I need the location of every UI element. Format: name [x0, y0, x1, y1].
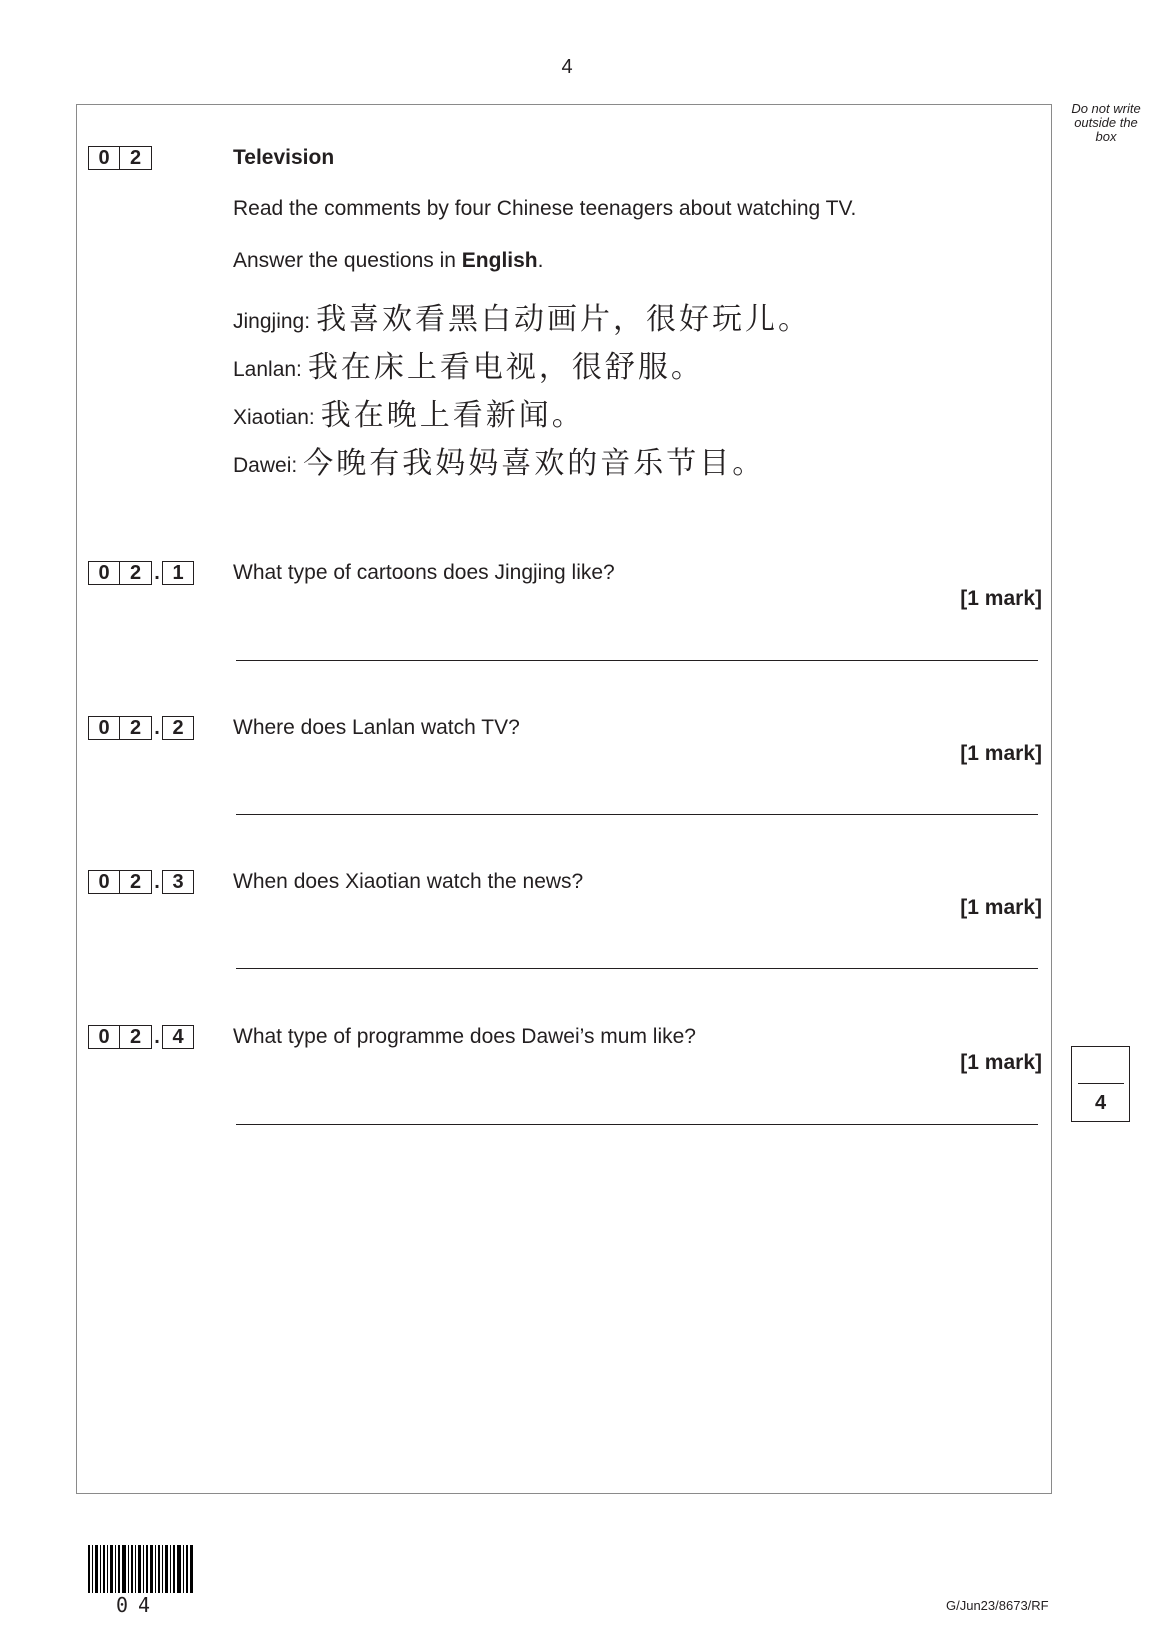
subquestion-text: What type of programme does Dawei’s mum like?: [233, 1025, 696, 1048]
subquestion-digit: 0: [88, 716, 120, 740]
footer-code: G/Jun23/8673/RF: [946, 1598, 1049, 1613]
subquestion-digit: 2: [120, 716, 152, 740]
question-intro: Read the comments by four Chinese teenagers about watching TV.: [233, 197, 857, 220]
mark-allocation: [1 mark]: [960, 896, 1042, 919]
comment-name: Jingjing:: [233, 310, 311, 333]
question-number-box: [88, 146, 152, 170]
answer-line[interactable]: [236, 814, 1038, 815]
margin-note: Do not write outside the box: [1071, 101, 1141, 144]
subquestion-digit: 3: [162, 870, 194, 894]
comment-text: 我在晚上看新闻。: [320, 398, 585, 433]
mark-allocation: [1 mark]: [960, 587, 1042, 610]
subquestion-digit: 0: [88, 870, 120, 894]
subquestion-digit: 2: [162, 716, 194, 740]
barcode: [88, 1545, 194, 1593]
question-title: Television: [233, 146, 335, 169]
question-digit: 2: [120, 146, 152, 170]
subquestion-text: What type of cartoons does Jingjing like?: [233, 561, 615, 584]
barcode-number: 04: [116, 1593, 161, 1617]
score-total: 4: [1094, 1092, 1107, 1114]
comment-text: 我在床上看电视，很舒服。: [307, 350, 704, 385]
answer-line[interactable]: [236, 1124, 1038, 1125]
subquestion-digit: 1: [162, 561, 194, 585]
subquestion-text: Where does Lanlan watch TV?: [233, 716, 520, 739]
subquestion-digit: 2: [120, 561, 152, 585]
mark-allocation: [1 mark]: [960, 1051, 1042, 1074]
answer-line[interactable]: [236, 660, 1038, 661]
subquestion-number-box: [88, 1025, 194, 1049]
mark-allocation: [1 mark]: [960, 742, 1042, 765]
subquestion-dot: .: [154, 562, 160, 584]
subquestion-digit: 2: [120, 870, 152, 894]
question-digit: 0: [88, 146, 120, 170]
comment-name: Xiaotian:: [233, 406, 315, 429]
score-rule: [1078, 1083, 1124, 1084]
comment-line: [233, 298, 811, 338]
subquestion-digit: 0: [88, 1025, 120, 1049]
comment-name: Lanlan:: [233, 358, 302, 381]
comment-line: [233, 442, 765, 482]
comment-name: Dawei:: [233, 454, 298, 477]
subquestion-dot: .: [154, 717, 160, 739]
subquestion-text: When does Xiaotian watch the news?: [233, 870, 584, 893]
subquestion-digit: 2: [120, 1025, 152, 1049]
comment-line: [233, 394, 585, 434]
subquestion-dot: .: [154, 871, 160, 893]
subquestion-digit: 4: [162, 1025, 194, 1049]
subquestion-digit: 0: [88, 561, 120, 585]
question-instruction: [233, 249, 543, 273]
comment-line: [233, 346, 704, 386]
subquestion-number-box: [88, 716, 194, 740]
instruction-emphasis: English: [461, 249, 538, 272]
comment-text: 我喜欢看黑白动画片，很好玩儿。: [316, 302, 812, 337]
subquestion-number-box: [88, 870, 194, 894]
subquestion-dot: .: [154, 1026, 160, 1048]
instruction-text: Answer the questions in: [233, 249, 462, 272]
answer-line[interactable]: [236, 968, 1038, 969]
instruction-end: .: [537, 249, 544, 272]
page-number: 4: [561, 56, 573, 78]
subquestion-number-box: [88, 561, 194, 585]
comment-text: 今晚有我妈妈喜欢的音乐节目。: [303, 446, 766, 481]
